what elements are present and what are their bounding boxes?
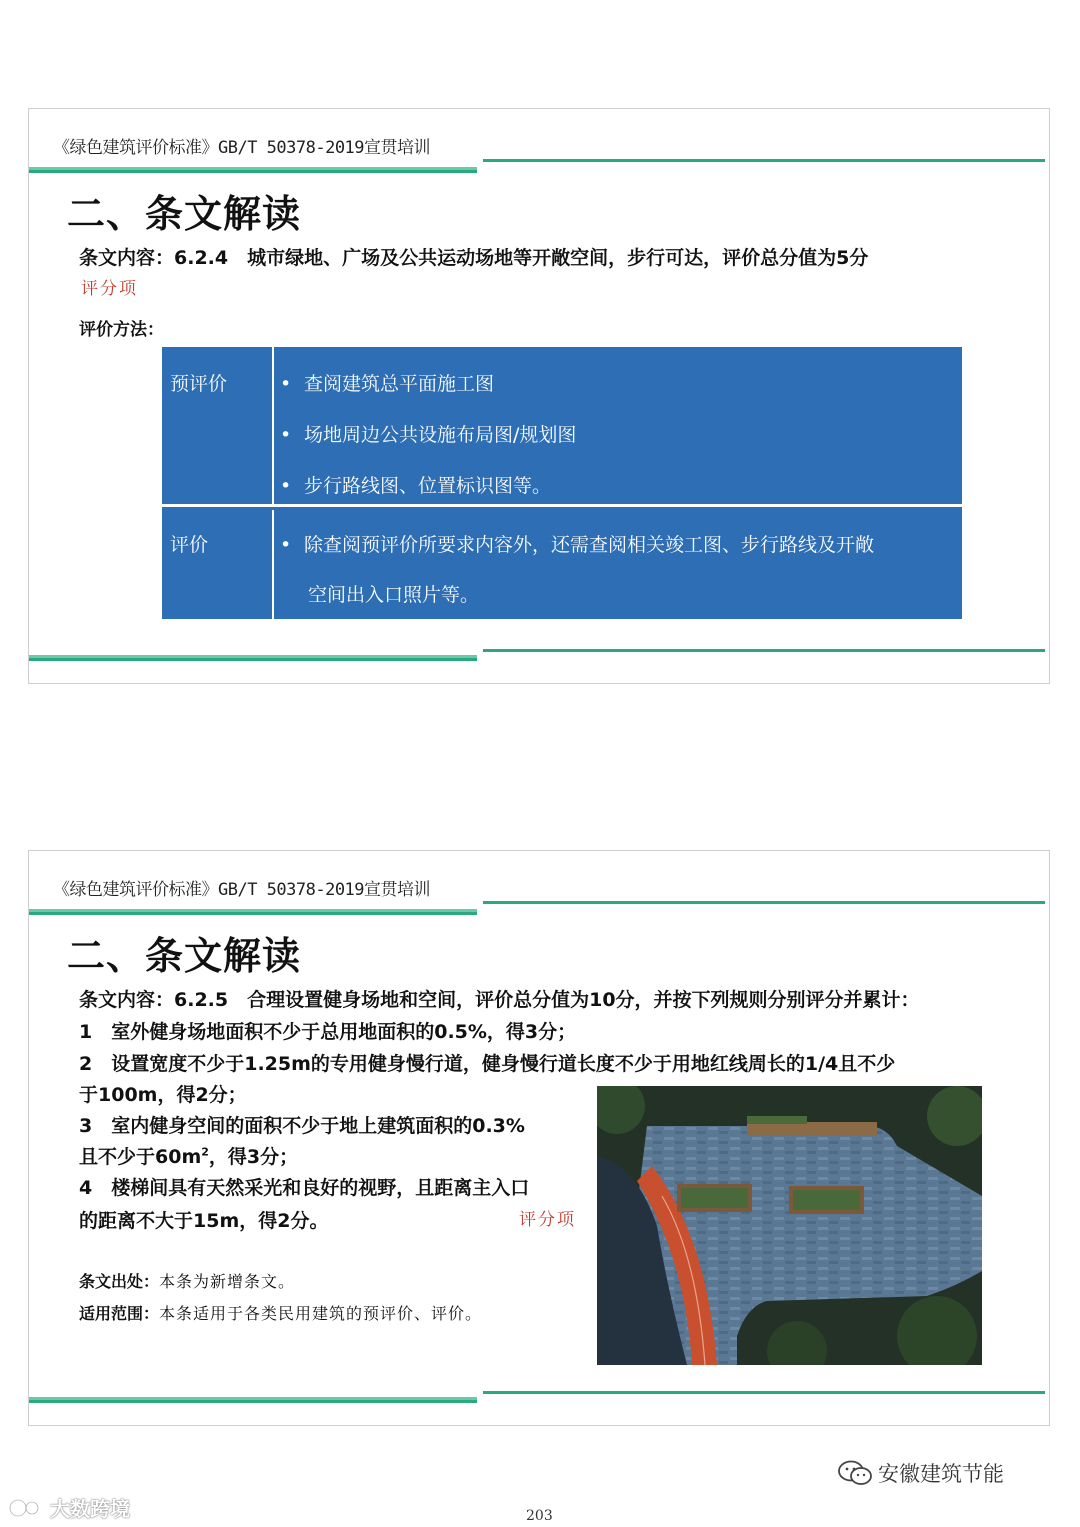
rule-item-2: 2 设置宽度不少于1.25m的专用健身慢行道，健身慢行道长度不少于用地红线周长的1/4且不少 — [79, 1053, 896, 1075]
rule-item-4: 4 楼梯间具有天然采光和良好的视野，且距离主入口 — [79, 1177, 530, 1199]
rule-item-3: 3 室内健身空间的面积不少于地上建筑面积的0.3% — [79, 1115, 525, 1137]
list-item: • 步行路线图、位置标识图等。 — [280, 475, 552, 497]
wechat-icon — [838, 1460, 872, 1486]
method-label: 评价方法： — [79, 320, 164, 340]
scoring-tag: 评分项 — [81, 279, 138, 299]
clause-content: 条文内容：6.2.5 合理设置健身场地和空间，评价总分值为10分，并按下列规则分别评分并累计： — [79, 989, 920, 1011]
brand-logo-icon — [8, 1497, 46, 1519]
scope-line: 适用范围：本条适用于各类民用建筑的预评价、评价。 — [79, 1304, 483, 1323]
list-item: • 查阅建筑总平面施工图 — [280, 373, 495, 395]
list-item: • 场地周边公共设施布局图/规划图 — [280, 424, 577, 446]
page-number: 203 — [526, 1508, 553, 1524]
evaluation-method-table — [162, 347, 962, 619]
row-label: 评价 — [170, 534, 209, 556]
rule-item-4-cont: 的距离不大于15m，得2分。 — [79, 1210, 329, 1232]
rule-item-3-cont: 且不少于$60m^2$，得3分； — [79, 1145, 299, 1168]
footer-rule — [29, 649, 1049, 663]
fitness-plaza-aerial-photo — [597, 1086, 982, 1365]
rule-item-2-cont: 于100m，得2分； — [79, 1084, 247, 1106]
rule-item-1: 1 室外健身场地面积不少于总用地面积的0.5%，得3分； — [79, 1021, 577, 1043]
table-row-evaluation — [162, 510, 962, 619]
clause-content: 条文内容：6.2.4 城市绿地、广场及公共运动场地等开敞空间，步行可达，评价总分值为5分 — [79, 247, 869, 269]
source-line: 条文出处：本条为新增条文。 — [79, 1272, 296, 1291]
header-rule — [29, 159, 1049, 173]
table-row-pre-evaluation — [162, 347, 962, 507]
wechat-watermark — [838, 1458, 1004, 1488]
list-item: • 除查阅预评价所要求内容外，还需查阅相关竣工图、步行路线及开敞 — [280, 534, 875, 556]
slide-header: 《绿色建筑评价标准》GB/T 50378-2019宣贯培训 — [53, 138, 431, 158]
scoring-tag: 评分项 — [519, 1210, 576, 1230]
brand-watermark-text: 大数跨境 — [50, 1497, 130, 1521]
wechat-account-name: 安徽建筑节能 — [878, 1462, 1004, 1486]
row-label: 预评价 — [170, 373, 228, 395]
slide-1 — [28, 108, 1050, 684]
header-rule — [29, 901, 1049, 915]
slide-title: 二、条文解读 — [67, 192, 302, 236]
brand-watermark — [8, 1493, 130, 1522]
slide-header: 《绿色建筑评价标准》GB/T 50378-2019宣贯培训 — [53, 880, 431, 900]
slide-2 — [28, 850, 1050, 1426]
footer-rule — [29, 1391, 1049, 1405]
slide-title: 二、条文解读 — [67, 934, 302, 978]
list-item-continuation: 空间出入口照片等。 — [308, 584, 480, 606]
